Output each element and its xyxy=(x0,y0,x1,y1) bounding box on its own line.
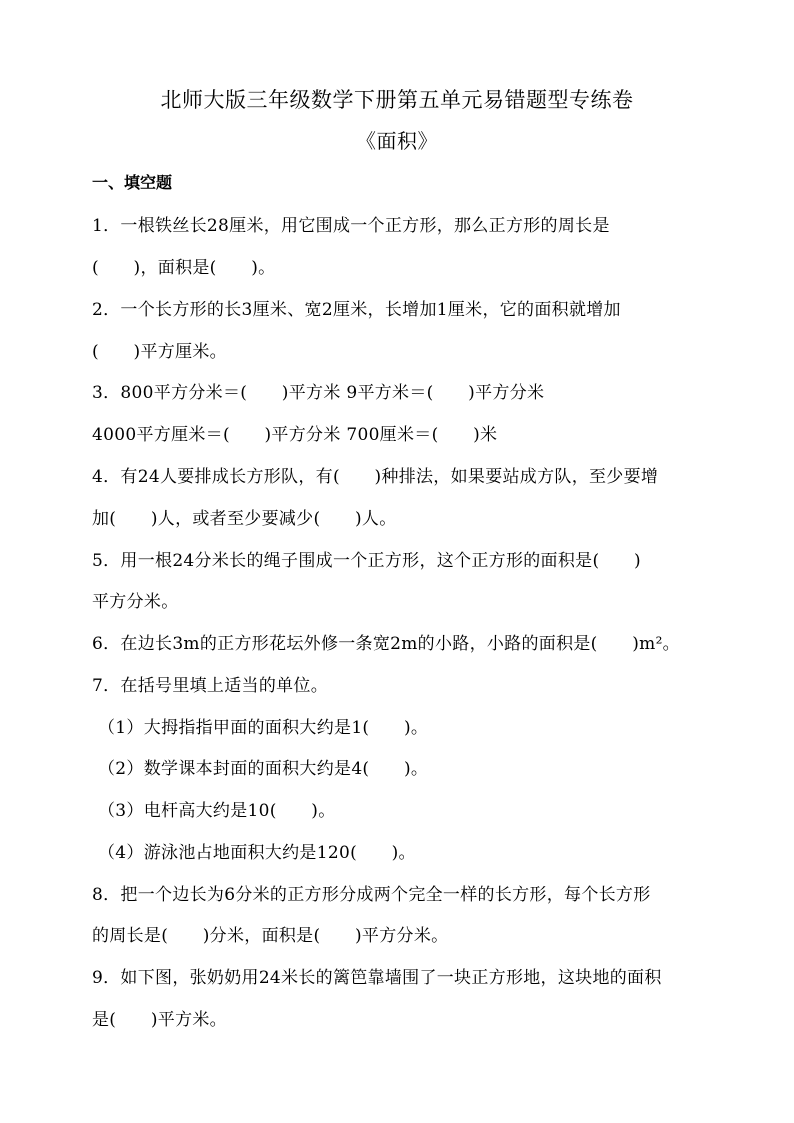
question-1-line-1: 1．一根铁丝长28厘米，用它围成一个正方形，那么正方形的周长是 xyxy=(92,216,610,236)
question-3-line-2: 4000平方厘米＝( )平方分米 700厘米＝( )米 xyxy=(92,425,498,445)
question-4-line-1: 4．有24人要排成长方形队，有( )种排法，如果要站成方队，至少要增 xyxy=(92,467,659,487)
question-8-line-1: 8．把一个边长为6分米的正方形分成两个完全一样的长方形，每个长方形 xyxy=(92,885,651,905)
question-9-line-1: 9．如下图，张奶奶用24米长的篱笆靠墙围了一块正方形地，这块地的面积 xyxy=(92,968,662,988)
question-7-part-2: （2）数学课本封面的面积大约是4( )。 xyxy=(98,759,429,779)
question-3-line-1: 3．800平方分米＝( )平方米 9平方米＝( )平方分米 xyxy=(92,383,545,403)
question-2-line-1: 2．一个长方形的长3厘米、宽2厘米，长增加1厘米，它的面积就增加 xyxy=(92,300,621,320)
question-1-line-2: ( )，面积是( )。 xyxy=(92,258,276,278)
question-8-line-2: 的周长是( )分米，面积是( )平方分米。 xyxy=(92,926,449,946)
question-5-line-2: 平方分米。 xyxy=(92,592,179,612)
question-2-line-2: ( )平方厘米。 xyxy=(92,342,227,362)
question-7-part-1: （1）大拇指指甲面的面积大约是1( )。 xyxy=(98,718,429,738)
question-9-line-2: 是( )平方米。 xyxy=(92,1010,227,1030)
page-title: 北师大版三年级数学下册第五单元易错题型专练卷 xyxy=(160,88,634,112)
question-6: 6．在边长3m的正方形花坛外修一条宽2m的小路，小路的面积是( )m²。 xyxy=(92,634,680,654)
question-7: 7．在括号里填上适当的单位。 xyxy=(92,676,329,696)
question-4-line-2: 加( )人，或者至少要减少( )人。 xyxy=(92,509,397,529)
question-7-part-4: （4）游泳池占地面积大约是120( )。 xyxy=(98,843,416,863)
section-heading: 一、填空题 xyxy=(92,173,173,192)
question-7-part-3: （3）电杆高大约是10( )。 xyxy=(98,801,336,821)
page-subtitle: 《面积》 xyxy=(356,129,438,153)
question-5-line-1: 5．用一根24分米长的绳子围成一个正方形，这个正方形的面积是( ) xyxy=(92,551,641,571)
